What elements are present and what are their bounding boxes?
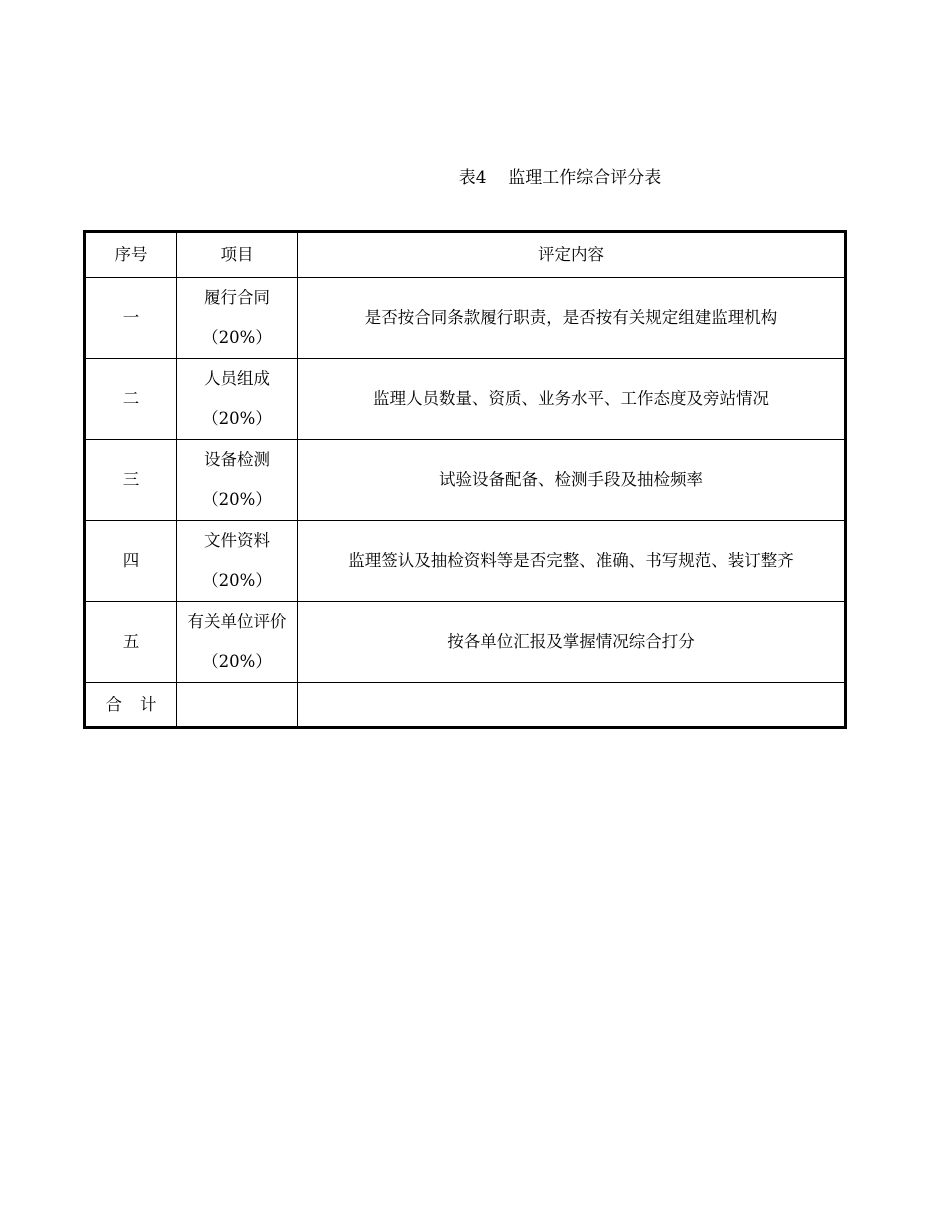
table-row xyxy=(85,440,846,521)
item-name: 有关单位评价 xyxy=(187,612,287,631)
item-name: 人员组成 xyxy=(204,369,270,388)
row-content: 监理人员数量、资质、业务水平、工作态度及旁站情况 xyxy=(298,359,846,440)
item-name: 设备检测 xyxy=(204,450,270,469)
item-weight: （20%） xyxy=(202,571,272,590)
scoring-table xyxy=(83,230,847,729)
row-item xyxy=(177,278,298,359)
table-total-row xyxy=(85,683,846,728)
row-seq: 四 xyxy=(85,521,177,602)
total-label-text: 合计 xyxy=(105,694,175,714)
row-item xyxy=(177,440,298,521)
row-content: 按各单位汇报及掌握情况综合打分 xyxy=(298,602,846,683)
row-seq: 三 xyxy=(85,440,177,521)
item-name: 履行合同 xyxy=(204,288,270,307)
header-seq: 序号 xyxy=(85,232,177,278)
row-item xyxy=(177,359,298,440)
table-row xyxy=(85,521,846,602)
table-caption: 表4 监理工作综合评分表 xyxy=(458,168,662,188)
row-seq: 一 xyxy=(85,278,177,359)
item-weight: （20%） xyxy=(202,652,272,671)
total-item xyxy=(177,683,298,728)
row-item xyxy=(177,521,298,602)
row-content: 试验设备配备、检测手段及抽检频率 xyxy=(298,440,846,521)
row-seq: 二 xyxy=(85,359,177,440)
item-name: 文件资料 xyxy=(204,531,270,550)
item-weight: （20%） xyxy=(202,328,272,347)
table-row xyxy=(85,278,846,359)
total-content xyxy=(298,683,846,728)
item-weight: （20%） xyxy=(202,409,272,428)
row-content: 是否按合同条款履行职责，是否按有关规定组建监理机构 xyxy=(298,278,846,359)
row-content: 监理签认及抽检资料等是否完整、准确、书写规范、装订整齐 xyxy=(298,521,846,602)
table-row xyxy=(85,602,846,683)
row-item xyxy=(177,602,298,683)
table-row xyxy=(85,359,846,440)
header-content: 评定内容 xyxy=(298,232,846,278)
total-label xyxy=(85,683,177,728)
header-item: 项目 xyxy=(177,232,298,278)
item-weight: （20%） xyxy=(202,490,272,509)
table-header-row xyxy=(85,232,846,278)
row-seq: 五 xyxy=(85,602,177,683)
